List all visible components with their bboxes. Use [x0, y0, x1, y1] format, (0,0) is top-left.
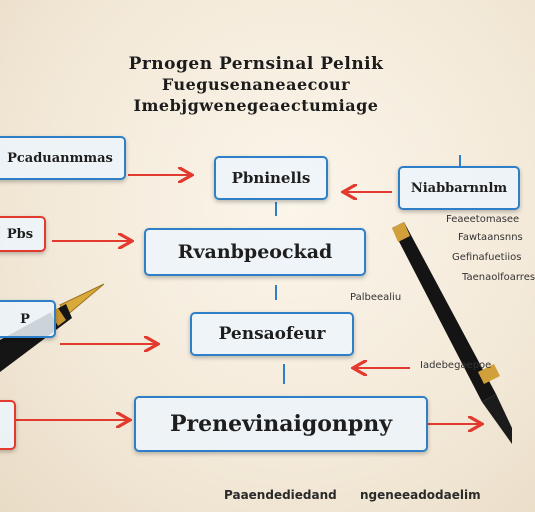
- side-note-3: Gefinafuetiios: [452, 252, 522, 263]
- box-left-bottom: [0, 400, 16, 450]
- side-note-1: Feaeetomasee: [446, 214, 520, 225]
- side-note-6: Iadebegaepoe: [420, 360, 492, 371]
- footer-text-left: Paaendediedand: [224, 488, 337, 502]
- box-center-top: Pbninells: [214, 156, 328, 200]
- title-line-2: Fuegusenaneaecour: [161, 75, 351, 94]
- box-left-mid: Pbs: [0, 216, 46, 252]
- box-right-top: Niabbarnnlm: [398, 166, 520, 210]
- box-left-top: Pcaduanmmas: [0, 136, 126, 180]
- box-left-low: P: [0, 300, 56, 338]
- footer-text-right: ngeneeadodaelim: [360, 488, 481, 502]
- box-center-bottom: Prenevinaigonpny: [134, 396, 428, 452]
- box-center-low: Pensaofeur: [190, 312, 354, 356]
- side-note-5: Palbeealiu: [350, 292, 402, 303]
- title-line-1: Prnogen Pernsinal Pelnik: [128, 54, 384, 74]
- box-center-mid: Rvanbpeockad: [144, 228, 366, 276]
- side-note-4: Taenaolfoarres: [462, 272, 535, 283]
- side-note-2: Fawtaansnns: [458, 232, 523, 243]
- title-line-3: Imebjgwenegeaectumiage: [133, 96, 379, 115]
